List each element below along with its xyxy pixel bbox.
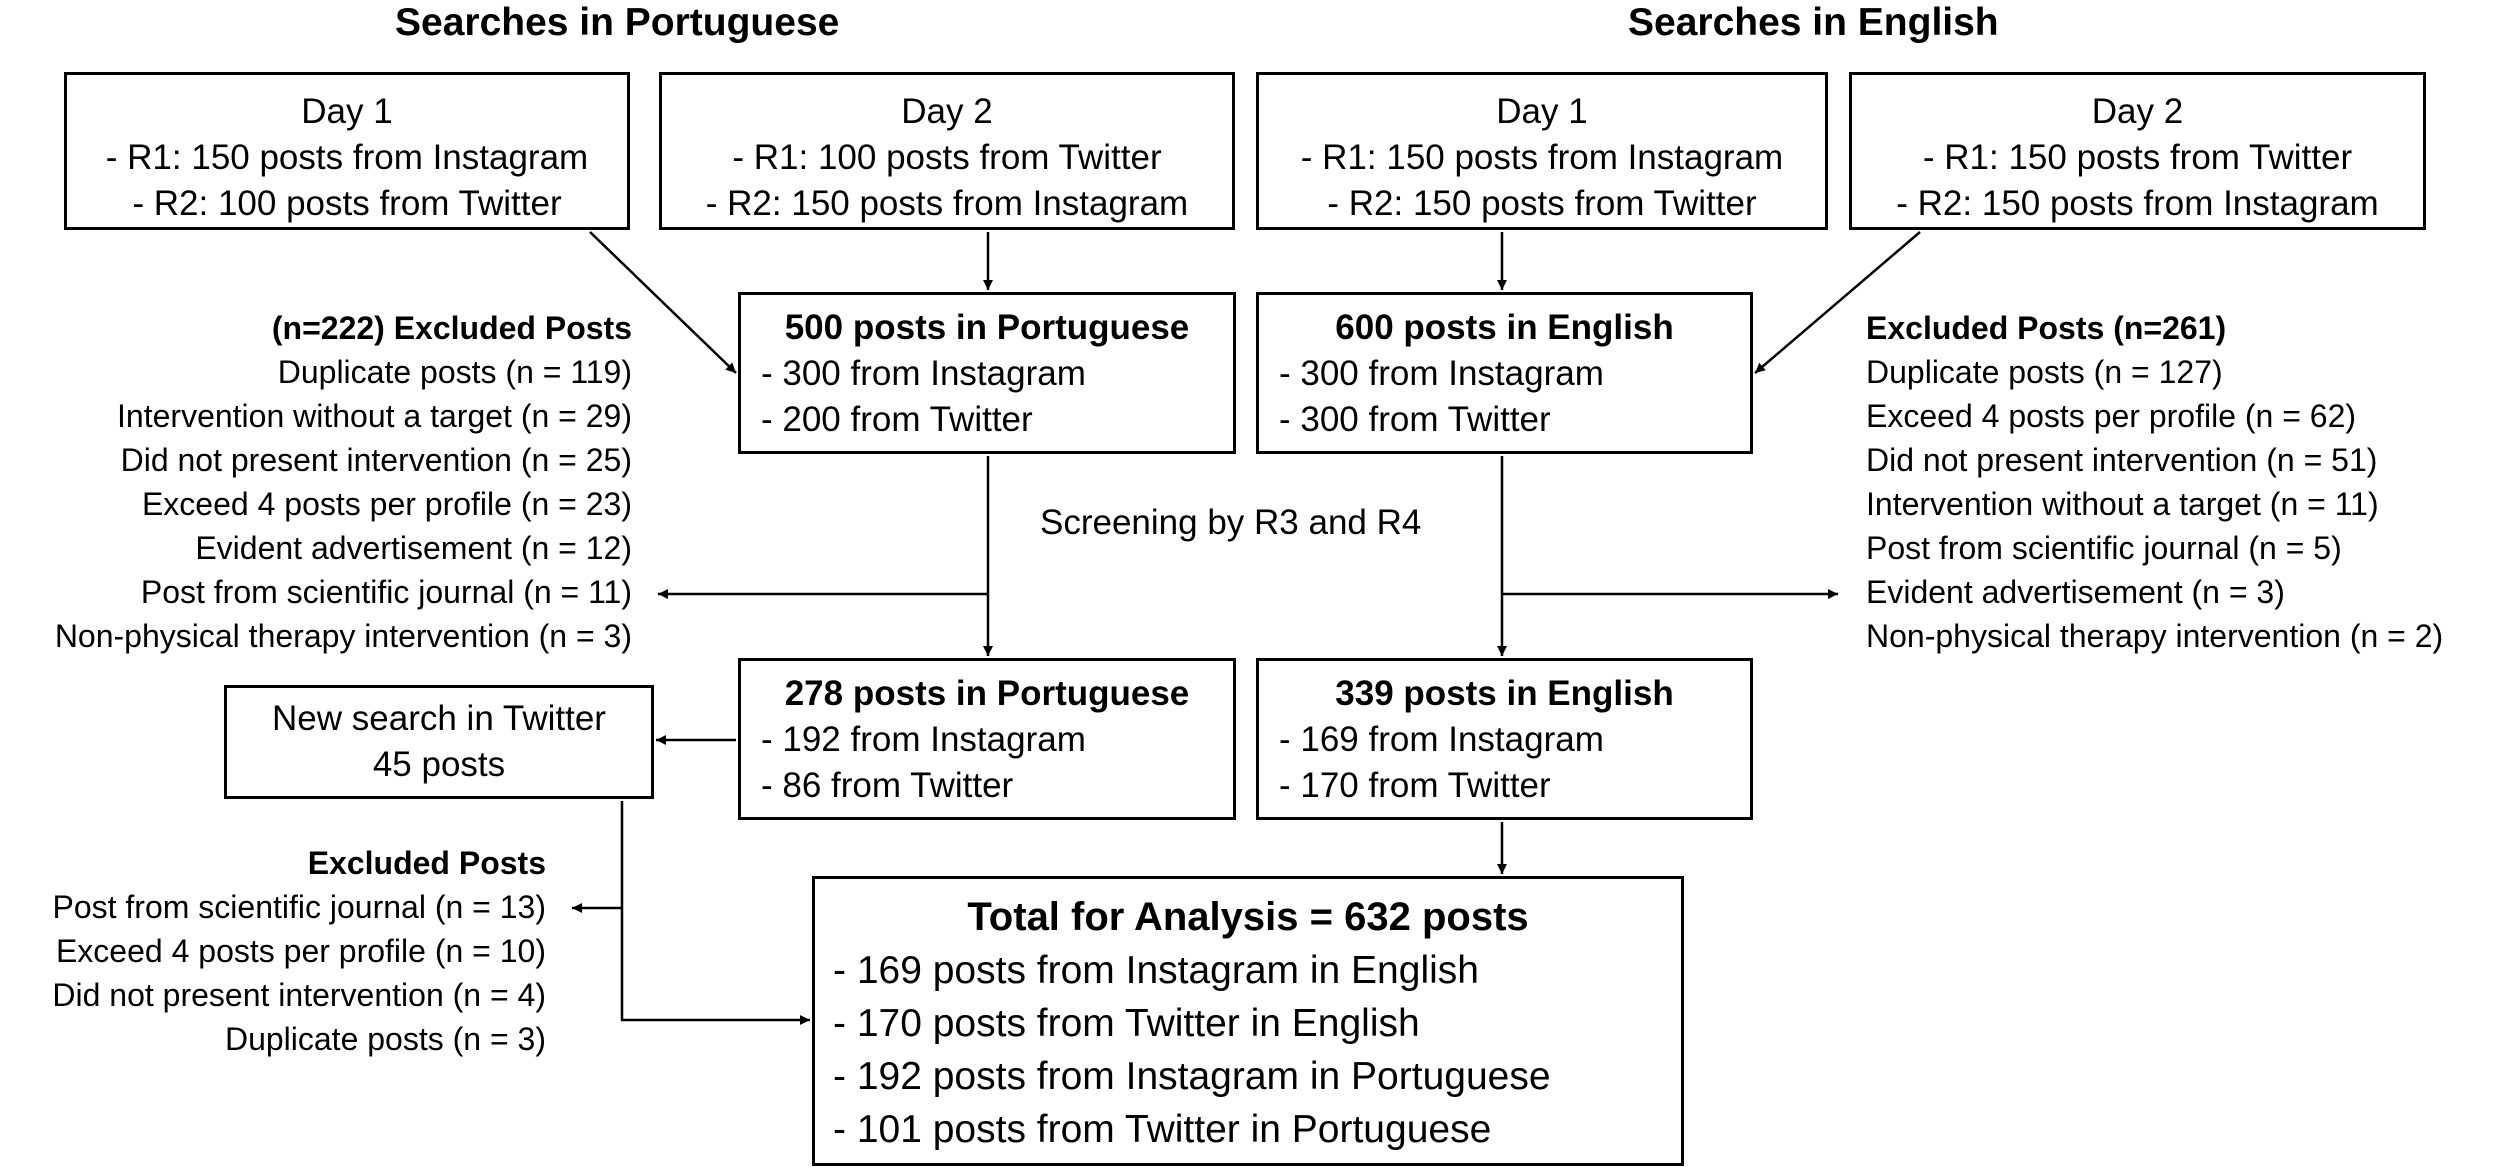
excluded-title: Excluded Posts (n=261) xyxy=(1866,310,2227,346)
box-line: - R1: 150 posts from Instagram xyxy=(1300,138,1784,177)
box-line: - 200 from Twitter xyxy=(761,400,1033,439)
excluded-item: Did not present intervention (n = 4) xyxy=(52,977,546,1013)
excluded-item: Evident advertisement (n = 3) xyxy=(1866,574,2285,610)
box-line: 45 posts xyxy=(372,745,506,784)
box-line: New search in Twitter xyxy=(272,699,606,738)
box-line: - 170 from Twitter xyxy=(1279,766,1551,805)
arrow-pt-day1-to-combined xyxy=(590,232,736,373)
box-title: Day 2 xyxy=(2091,92,2184,131)
excluded-item: Exceed 4 posts per profile (n = 10) xyxy=(55,933,546,969)
excluded-item: Evident advertisement (n = 12) xyxy=(195,530,632,566)
box-line: - 300 from Instagram xyxy=(761,354,1086,393)
box-line: - R1: 100 posts from Twitter xyxy=(732,138,1162,177)
box-title: 600 posts in English xyxy=(1335,308,1674,347)
box-line: - 300 from Instagram xyxy=(1279,354,1604,393)
excluded-item: Duplicate posts (n = 119) xyxy=(277,354,632,390)
excluded-item: Post from scientific journal (n = 13) xyxy=(52,889,546,925)
box-line: - R1: 150 posts from Twitter xyxy=(1922,138,2353,177)
box-title: Day 1 xyxy=(1496,92,1588,131)
box-line: - 169 posts from Instagram in English xyxy=(833,949,1479,992)
box-line: - 192 from Instagram xyxy=(761,720,1086,759)
box-line: - R1: 150 posts from Instagram xyxy=(105,138,589,177)
box-line: - 169 from Instagram xyxy=(1279,720,1604,759)
arrow-en-day2-to-combined xyxy=(1755,232,1920,373)
header-english: Searches in English xyxy=(1628,1,1999,44)
box-title: 278 posts in Portuguese xyxy=(784,674,1190,713)
excluded-item: Exceed 4 posts per profile (n = 62) xyxy=(1866,398,2357,434)
excluded-title: (n=222) Excluded Posts xyxy=(271,310,632,346)
box-line: - 170 posts from Twitter in English xyxy=(833,1002,1420,1045)
excluded-item: Intervention without a target (n = 29) xyxy=(117,398,632,434)
box-line: - R2: 150 posts from Instagram xyxy=(1896,184,2379,223)
box-line: - 86 from Twitter xyxy=(761,766,1014,805)
excluded-item: Post from scientific journal (n = 11) xyxy=(140,574,632,610)
excluded-item: Duplicate posts (n = 3) xyxy=(224,1021,546,1057)
box-line: - 101 posts from Twitter in Portuguese xyxy=(833,1108,1492,1151)
box-title: Day 2 xyxy=(901,92,993,131)
box-title: 500 posts in Portuguese xyxy=(784,308,1190,347)
excluded-item: Intervention without a target (n = 11) xyxy=(1866,486,2379,522)
excluded-title: Excluded Posts xyxy=(307,845,546,881)
box-title: 339 posts in English xyxy=(1335,674,1674,713)
box-line: - 300 from Twitter xyxy=(1279,400,1551,439)
excluded-item: Did not present intervention (n = 25) xyxy=(120,442,632,478)
box-line: - R2: 150 posts from Twitter xyxy=(1327,184,1757,223)
header-portuguese: Searches in Portuguese xyxy=(395,1,840,44)
excluded-item: Exceed 4 posts per profile (n = 23) xyxy=(141,486,632,522)
excluded-item: Did not present intervention (n = 51) xyxy=(1866,442,2378,478)
excluded-item: Non-physical therapy intervention (n = 2) xyxy=(1866,618,2444,654)
screening-label: Screening by R3 and R4 xyxy=(1040,503,1422,542)
excluded-item: Post from scientific journal (n = 5) xyxy=(1866,530,2342,566)
box-title: Day 1 xyxy=(301,92,393,131)
box-title: Total for Analysis = 632 posts xyxy=(967,895,1529,939)
excluded-item: Non-physical therapy intervention (n = 3) xyxy=(54,618,632,654)
box-line: - 192 posts from Instagram in Portuguese xyxy=(833,1055,1551,1098)
box-line: - R2: 150 posts from Instagram xyxy=(705,184,1189,223)
excluded-item: Duplicate posts (n = 127) xyxy=(1866,354,2223,390)
box-line: - R2: 100 posts from Twitter xyxy=(132,184,562,223)
arrow-new-search-to-total xyxy=(622,801,810,1020)
